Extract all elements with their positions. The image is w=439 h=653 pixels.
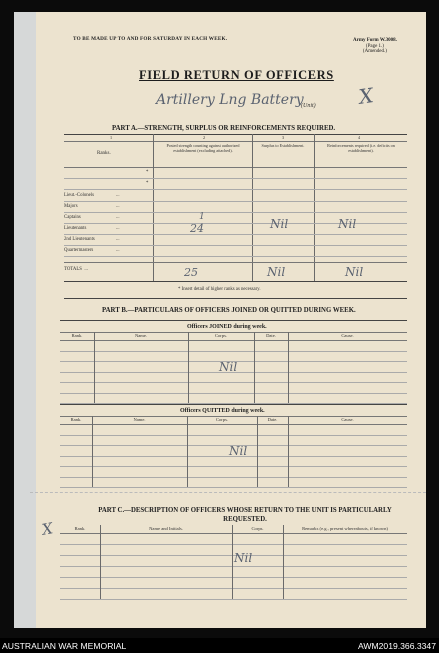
totals-label — [64, 267, 88, 272]
part_c-col-divider — [232, 525, 233, 599]
rank-label: Lieutenants — [64, 226, 87, 231]
rank-dots: ... — [116, 193, 120, 198]
totals-posted-hand: 25 — [184, 266, 198, 279]
part_b-col-header: Cause. — [341, 333, 354, 338]
table-a-bottom-rule — [64, 281, 407, 282]
part_c-row-rule — [60, 566, 407, 567]
rank-row — [64, 204, 152, 209]
surplus-header: Surplus to Establishment. — [261, 143, 305, 148]
quitted-title: Officers QUITTED during week. — [180, 408, 265, 414]
unit-name-handwritten: Artillery Lng Battery — [156, 92, 304, 108]
table-a-row-rule — [64, 234, 407, 235]
part-b-heading: PART B.—PARTICULARS OF OFFICERS JOINED OR QUITTED DURING WEEK. — [102, 307, 356, 314]
part-a-heading: PART A.—STRENGTH, SURPLUS OR REINFORCEMENTS REQUIRED. — [112, 125, 336, 132]
table-a-col-divider-1 — [153, 134, 154, 282]
part_c-col-divider — [100, 525, 101, 599]
rank-label: Majors — [64, 204, 78, 209]
lieutenants-reinforcements-hand: Nil — [338, 217, 357, 231]
quitted-nil-hand: Nil — [229, 444, 248, 458]
unit-label: (Unit) — [301, 103, 316, 109]
table-a-col-divider-2 — [252, 134, 253, 282]
part_b-row-rule — [60, 435, 407, 436]
part_c-col-header: Corps. — [251, 526, 264, 531]
part_b-row-rule — [60, 351, 407, 352]
part_b-col-header: Cause. — [341, 417, 354, 422]
fold-line — [30, 492, 426, 493]
joined-nil-hand: Nil — [219, 360, 238, 374]
rank-label: 2nd Lieutenants — [64, 237, 95, 242]
paper-edge — [14, 12, 36, 628]
part_b-col-header: Name. — [134, 333, 148, 338]
part_b-col-divider — [94, 332, 95, 403]
col-number-1: 1 — [109, 135, 113, 140]
rank-row — [64, 226, 152, 231]
rank-label: Captains — [64, 215, 81, 220]
part_b-col-header: Date. — [266, 333, 276, 338]
part_c-row-rule — [60, 599, 407, 600]
part-c-nil-hand: Nil — [234, 551, 253, 565]
part_b-col-header: Date. — [267, 417, 278, 422]
rank-dots: ... — [116, 237, 120, 242]
part_b-row-rule — [60, 393, 407, 394]
part_b-col-divider — [254, 332, 255, 403]
part_b-header-rule — [60, 340, 407, 341]
table-a-row-rule — [64, 212, 407, 213]
part_c-row-rule — [60, 577, 407, 578]
part_b-col-divider — [187, 416, 188, 487]
instruction-text: TO BE MADE UP TO AND FOR SATURDAY IN EACH WEEK. — [73, 36, 228, 42]
part_b-col-header: Corps. — [214, 333, 228, 338]
part_b-header-rule — [60, 424, 407, 425]
part_c-col-header: Remarks (e.g., present whereabouts, if known) — [302, 526, 388, 531]
rank-row — [64, 215, 152, 220]
page-title: FIELD RETURN OF OFFICERS — [139, 68, 334, 82]
totals-text: TOTALS — [64, 267, 82, 272]
part_c-col-header: Name and Initials. — [149, 526, 183, 531]
form-number: Army Form W.3008. — [353, 38, 397, 43]
quitted-top-rule — [60, 404, 407, 405]
part-a-end-rule — [64, 298, 407, 299]
part_c-row-rule — [60, 588, 407, 589]
part_b-col-header: Rank. — [71, 333, 83, 338]
rank-row — [64, 237, 152, 242]
rank-label: Lieut.-Colonels — [64, 193, 94, 198]
table-a-row-rule — [64, 201, 407, 202]
part-c-margin-mark: X — [40, 519, 55, 539]
totals-top-rule — [64, 262, 407, 263]
lieutenants-surplus-hand: Nil — [270, 217, 289, 231]
lieutenants-posted-hand: 24 — [190, 222, 204, 235]
ranks-header: Ranks. — [97, 151, 111, 156]
part_b-col-divider — [188, 332, 189, 403]
posted-strength-header: Posted strength counting against authorized establishment (excluding attached). — [166, 143, 240, 153]
col-number-2: 2 — [202, 135, 206, 140]
table-a-header-rule — [64, 167, 407, 168]
footer-accession-number: AWM2019.366.3347 — [357, 641, 436, 651]
part_c-col-header: Rank. — [74, 526, 86, 531]
part_b-row-rule — [60, 466, 407, 467]
extra-rank-asterisk-1: * — [146, 170, 149, 175]
part_b-col-header: Rank. — [70, 417, 82, 422]
footer-institution: AUSTRALIAN WAR MEMORIAL — [2, 641, 127, 651]
table-a-row-rule — [64, 256, 407, 257]
table-a-row-rule — [64, 178, 407, 179]
part_c-header-rule — [60, 533, 407, 534]
part_b-row-rule — [60, 382, 407, 383]
col-number-3: 3 — [281, 135, 285, 140]
lieutenants-posted-top-hand: 1 — [199, 212, 205, 222]
part_b-col-header: Name. — [133, 417, 146, 422]
part_c-col-divider — [283, 525, 284, 599]
reinforcements-header: Reinforcements required (i.e. deficits on establishment). — [327, 143, 395, 153]
table-a-col-divider-3 — [314, 134, 315, 282]
part_b-col-divider — [92, 416, 93, 487]
part_b-col-divider — [257, 416, 258, 487]
table-a-number-rule — [64, 141, 407, 142]
footer-bar — [0, 639, 439, 653]
col-number-4: 4 — [357, 135, 361, 140]
part_b-col-divider — [288, 416, 289, 487]
table-a-row-rule — [64, 189, 407, 190]
totals-dots: ... — [84, 267, 88, 272]
part_c-row-rule — [60, 544, 407, 545]
part_b-col-header: Corps. — [215, 417, 229, 422]
part_b-col-divider — [288, 332, 289, 403]
part-c-heading-line-1: PART C.—DESCRIPTION OF OFFICERS WHOSE RETURN TO THE UNIT IS PARTICULARLY — [98, 507, 392, 514]
rank-dots: ... — [116, 248, 120, 253]
joined-title: Officers JOINED during week. — [187, 324, 267, 330]
totals-surplus-hand: Nil — [267, 265, 286, 279]
part-c-heading — [72, 506, 418, 524]
rank-label: Quartermasters — [64, 248, 94, 253]
part-c-heading-line-2: REQUESTED. — [223, 516, 267, 523]
rank-row — [64, 193, 152, 198]
part_b-row-rule — [60, 487, 407, 488]
part_b-row-rule — [60, 477, 407, 478]
rank-dots: ... — [116, 215, 120, 220]
part-b-top-rule — [60, 320, 407, 321]
table-a-row-rule — [64, 245, 407, 246]
rank-row — [64, 248, 152, 253]
rank-dots: ... — [116, 204, 120, 209]
form-reference — [353, 38, 397, 55]
page-number: (Page 1.) — [365, 43, 384, 49]
rank-dots: ... — [116, 226, 120, 231]
part-a-footnote: * Insert detail of higher ranks as necessary. — [178, 287, 261, 292]
corner-mark: X — [357, 83, 375, 109]
extra-rank-asterisk-2: * — [146, 181, 149, 186]
totals-reinforcements-hand: Nil — [345, 265, 364, 279]
amended-note: (Amended.) — [362, 49, 387, 54]
